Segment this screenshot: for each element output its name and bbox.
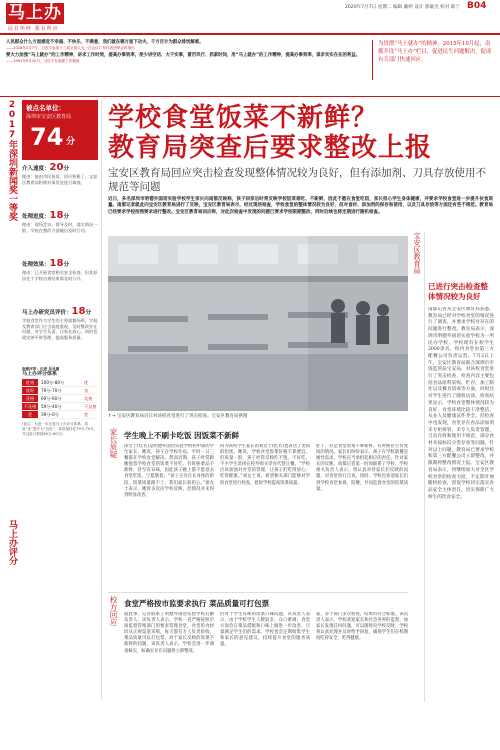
quote-2-source: ——1991年9月20日，习近平在福建工作期间 [6,59,80,63]
section1-col-2: 同为该校学生家长的刘女士(化名)也表达了类似的担忧。她说，学校食堂饭菜价格不算便宜，但质量一般，孩子经常反映吃不饱、不好吃，不少学生选择在校外购买零食代替正餐。“学校应该加强对食堂的管理，让孩子们吃得放心、吃得健康。”刘女士说，希望相关部门能够对学校食堂进行检查，督促学校提高饭菜质量。 [220,444,310,486]
score-item-unit: 分 [63,166,69,172]
subheadline: 宝安区教育局回应突击检查发现整体情况较为良好，但有添加剂、刀具存放使用不规范等问题 [108,167,486,193]
score-box [22,100,98,160]
score-range: 39分-0分 [41,412,59,417]
score-item-desc: 理由：接由市民投诉，回应积极了，宝安区教育局积极对事发处进行调查。 [22,174,98,185]
section2-title: 食堂严格按市监要求执行 菜品质量可打包票 [124,599,270,608]
score-item-score: 20 [49,162,64,173]
news-photo [108,236,408,411]
judge-name: 记者 吴灵珊 [39,367,60,371]
score-item-unit: 分 [85,310,91,316]
column-logo: 马上办 [8,3,62,23]
unit-name: 深圳市宝安区教育局 [26,114,72,120]
masthead [0,0,500,35]
unit-label: 被点名单位： [26,104,65,112]
quote-1: 人民群众什么方面感觉不幸福、不快乐、不满意，我们就在哪方面下功夫，千方百计为群众排忧解难。 [6,40,204,45]
lead-paragraph: 近日，多名深圳市明德外国语实验学校学生家长向南都反映称，孩子回家后时常反映学校饭菜难吃、不新鲜，因此不愿在食堂吃饭，家长担心学生身体健康，并要求学校食堂进一步提升伙食质量。南都记者就此向宝安区教育局进行了反映，宝安区教育局表示，经过现场检查，学校食堂的整体情况较为良好，但对食材、添加剂的保存和使用，以及刀具存放等方面还有些不规范。教育局已经要求学校按照要求进行整改。宝安区教育局回应称，对此次检查中发现的问题已要求学校限期整改，同时后续也将定期进行随机检查。 [108,197,493,215]
photo-vertical-label: 宝安区教育局 [413,232,421,274]
quote-1-source: ——2018年3月7日，习近平参加十三届全国人大一次会议广东代表团审议时指出 [6,46,135,50]
section2-col-2: 但对于学生反映的饭菜口味问题，该负责人表示，由于学校学生人数较多，众口难调，食堂方面会在菜品搭配和口味上做进一步改善，尽量满足学生们的需求。学校也会定期收集学生和家长的意见建议，持续提升食堂的服务质量。 [220,612,310,648]
score-range: 69分-60分 [41,396,62,401]
score-table-row [22,395,98,403]
section1-col-3: 肚子，但是食堂饭菜不够新鲜，有时候甚至有变质的情况。家长们纷纷表示，孩子在学校就餐是刚性需求，学校应当承担起相应的责任。针对家长的反映，南都记者第一时间联系了学校，学校相关负责人表示，将认真对待家长们反映的问题，对食堂进行自查。同时，学校也欢迎家长们到学校食堂参观、陪餐，共同监督食堂的饭菜质量。 [316,444,408,492]
score-note: 差 [84,412,89,417]
score-note: 及格 [84,396,93,401]
score-note: 优 [84,380,89,385]
score-table-row [22,411,98,419]
score-table-title: 马上办评分体系 [22,371,58,377]
section2-col-3: 家，多个部门多次检查，结果均符合标准。该负责人表示，学校欢迎家长和社会各界的监督，如家长发现任何问题，可以随时向学校反映，学校将认真处理并及时给予回复，确保学生们在校期间吃得安全、吃得健康。 [316,612,408,642]
sidebar-right-title: 已进行突击检查整体情况较为良好 [428,282,488,301]
score-range: 59分-40分 [41,404,62,409]
total-score: 74 [30,123,64,151]
sidebar-panel [22,100,98,700]
score-item [22,210,98,256]
score-range: 79分-70分 [41,388,62,393]
award-vertical: 2017年深圳新闻奖一等奖 [7,100,17,221]
score-table-row [22,403,98,411]
sidebar-strip [6,100,18,700]
score-level: 及格 [22,395,38,402]
score-table [22,372,98,437]
score-level: 不及格 [23,404,37,409]
photo-caption: ↑→ 宝安区教育局近日对该校食堂进行了突击检查。宝安区教育局供图 [108,414,248,419]
section1-col-1: 徐女士(化名)是明德外国语实验学校初中部的学生家长，她说，孩子在学校住宿，平时一日三餐都在学校食堂解决。然而近期，孩子经常跟她抱怨学校食堂的饭菜不好吃，有时候菜品不新鲜，甚至有异味，因此孩子晚上都不愿意去食堂吃饭，宁愿饿着。“孩子正处在长身体的阶段，饭菜质量跟不上，我们家长很担心。”徐女士表示，她曾多次向学校反映，但情况并未得到明显改善。 [124,444,214,498]
column-slogan: 民有所呼 我有所应 [8,26,59,32]
score-item-title: 介入速度： [22,166,50,172]
score-item-unit: 分 [63,262,69,268]
judge-label: 南都评审： [22,367,40,371]
headline [108,103,493,194]
score-item-title: 处理进度： [22,214,50,220]
score-item-unit: 分 [63,214,69,220]
date-line: 2020年7月7日 星期二 编辑 戴婷 设计 郭敏杰 校对 陈宁 [344,5,460,10]
score-item-score: 18 [71,306,86,317]
score-item-score: 18 [49,258,64,269]
quote-block-left [6,40,366,100]
score-range: 100分-80分 [41,380,65,385]
quote-block-right [372,40,373,80]
section2-col-1: 就此事，记者联系了明德外国语实验学校后勤负责人。该负责人表示，学校一直严格按照市场监督管理部门的要求管理食堂，食堂的食材均从正规渠道采购，每天都有专人负责验收，菜品质量可以打包票。对于家长反映的饭菜不新鲜的问题，该负责人表示，学校会进一步调查核实，如确实存在问题将立即整改。 [124,612,214,654]
score-vertical: 马上办评分 [7,520,17,565]
headline-line1: 学校食堂饭菜不新鲜？ [108,103,379,133]
section2-label: 校方回应 [109,596,118,626]
score-note: 不及格 [84,404,97,409]
score-item [22,258,98,304]
score-level: 良好 [22,387,38,394]
score-item-title: 处理效果： [22,262,50,268]
score-level: 差 [22,411,38,418]
section1-title: 学生晚上不刷卡吃饭 因饭菜不新鲜 [124,431,240,440]
score-table-row [22,379,98,387]
score-item-desc: 理由：现场走访，督导及时，落实情况一般，学校在整改方面做出及时行动。 [22,222,98,233]
score-item-desc: 学校食堂作为学生的主要就餐场所，学校及教育部门应当高度重视，及时整改存在问题，对学生负责，让家长放心。同时也需完善平时管理，提高服务质量。 [22,318,98,340]
score-item-score: 18 [49,210,64,221]
quote-2: 要大力加强“马上就办”的工作精神，讲求工作时效，提高办事效率，使少讲空话、大干实事，雷厉风行、抓紧时间，用“马上就办”的工作精神，提高办事效率，谋求实实在在的利益。 [6,53,361,58]
score-level: 优秀 [22,379,38,386]
right-column-body: 南都记者从宝安区教育局获悉，教育局已经对学校食堂的情况进行了调查，并要求学校对存在的问题进行整改。教育局表示，深圳市明德外国语实验学校为一所民办学校，学校现有在校学生2000余名，校内食堂由第三方配餐公司负责运营。7月2日上午，宝安区教育局联合深圳市市场监管局宝安局，对该校食堂进行了突击检查，检查内容主要包括食品原料采购、贮存、加工制作以及餐具消毒等方面，同时还对学生进行了随机访谈。检查结果显示，学校食堂整体情况较为良好，食堂环境比较干净整洁，从业人员健康证件齐全。但检查中也发现，食堂存在食品添加剂未专柜保管、未专人负责管理，刀具存放和使用不规范，部分食材未按标识分类存放等问题。针对以上问题，教育局已要求学校和第三方配餐公司立即整改，并限期将整改情况上报。宝安区教育局表示，将继续加大对全区学校食堂的检查力度，不定期开展随机检查，督促学校切实落实食品安全主体责任，切实保障广大师生的饮食安全。 [428,307,494,500]
score-table-row [22,387,98,395]
score-item-title: 马上办研究员评价： [22,310,72,316]
section1-label: 家长质疑 [109,428,118,458]
column-intro: 为贯彻“马上就办”的精神，2015年10月起，南都开设“马上办”栏目，促进民生问题解决，促成有关部门快速回应。 [378,41,492,63]
score-unit: 分 [66,137,76,147]
headline-line2: 教育局突查后要求整改上报 [108,133,433,163]
score-item-desc: 理由：已开展食堂相关安全检查，但其原因在于学校自查结果需及时公开。 [22,270,98,281]
score-footnote: (备注：为进一步完善马上办评分体系，将原“优”提升为“良好”，其将保持在79分-70分，并且原分数段60分-80分) [22,422,98,436]
score-item [22,162,98,208]
score-note: 良 [84,388,89,393]
page-label: B04 [467,1,487,11]
